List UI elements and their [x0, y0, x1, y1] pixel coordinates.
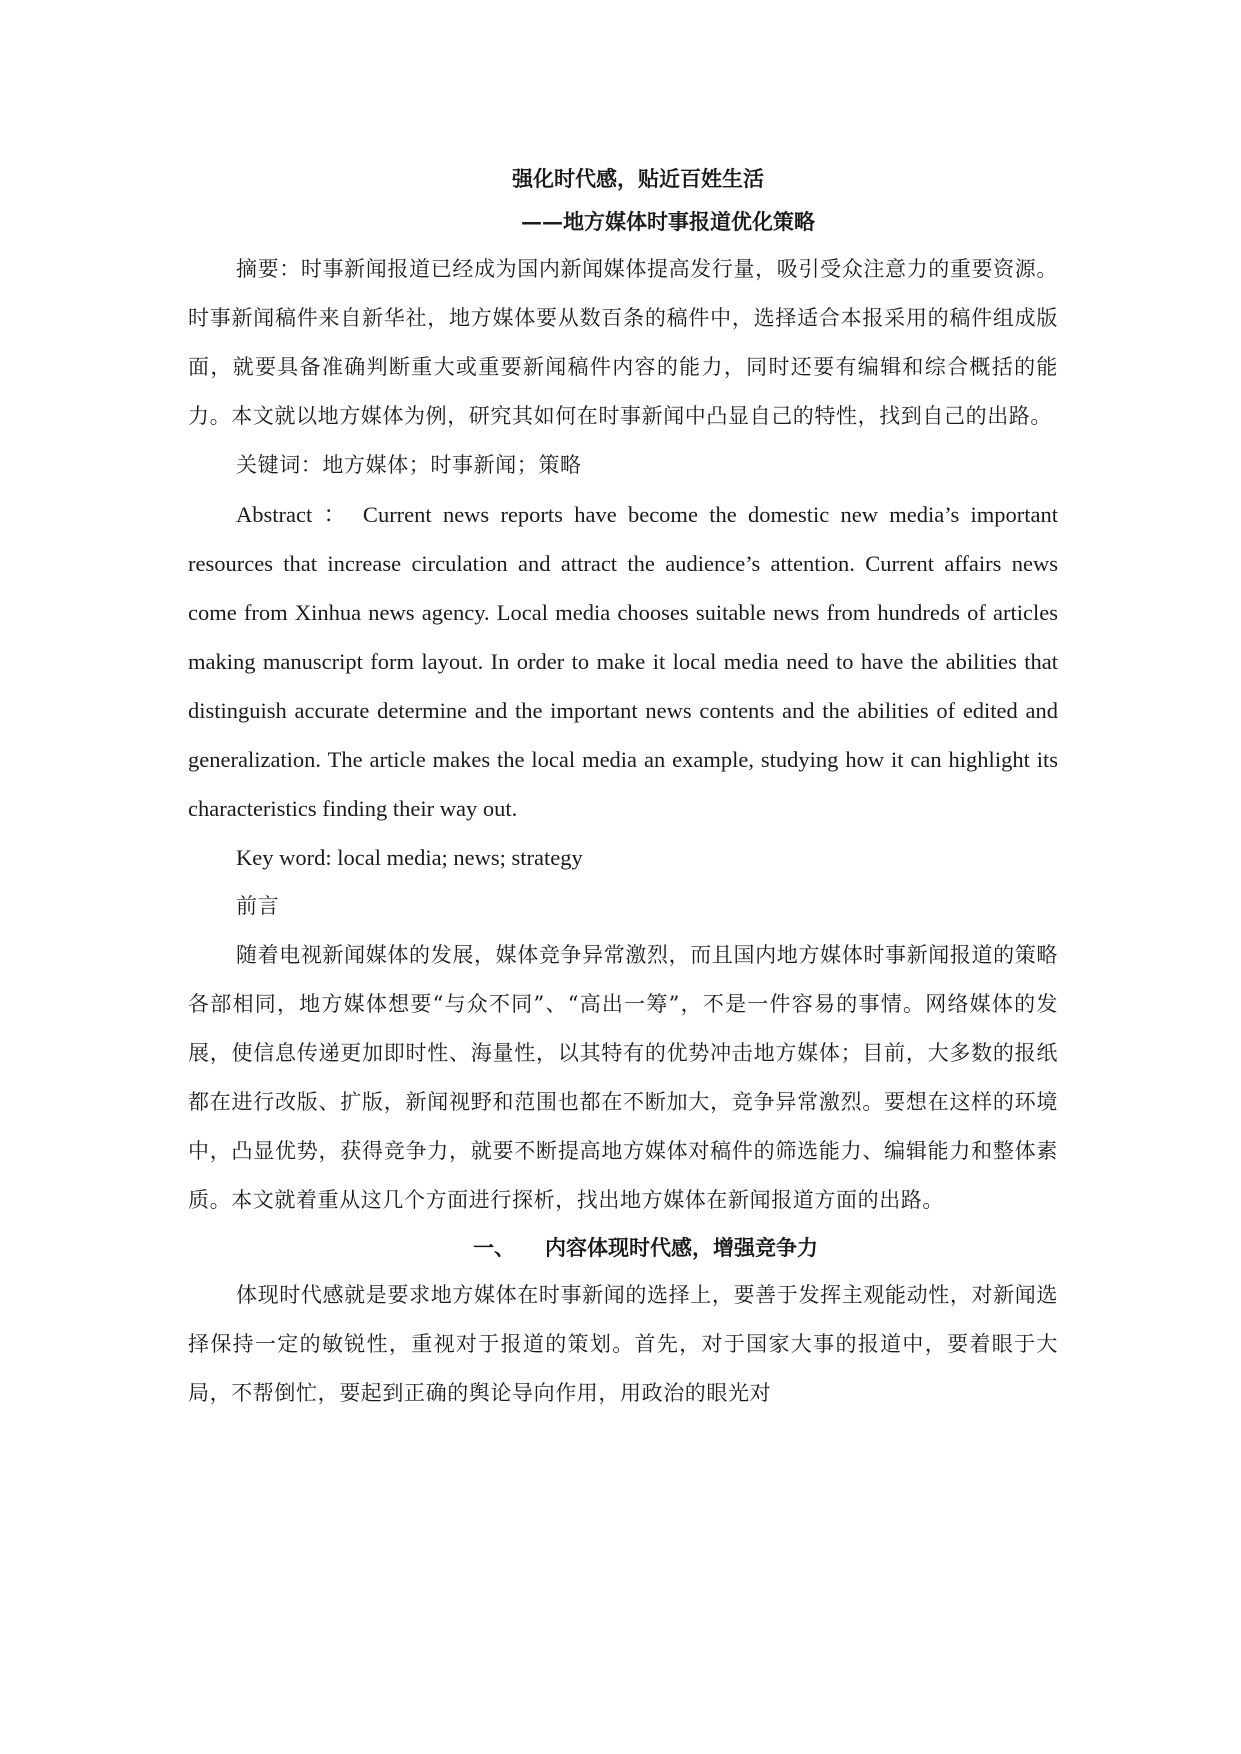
- keywords-cn: 关键词：地方媒体；时事新闻；策略: [236, 453, 582, 477]
- document-subtitle: ——地方媒体时事报道优化策略: [521, 209, 815, 234]
- preface-body: 随着电视新闻媒体的发展，媒体竞争异常激烈，而且国内地方媒体时事新闻报道的策略各部相同，地方媒体想要“与众不同”、“高出一筹”，不是一件容易的事情。网络媒体的发展，使信息传递更加即时性、海量性，以其特有的优势冲击地方媒体；目前，大多数的报纸都在进行改版、扩版，新闻视野和范围也都在不断加大，竞争异常激烈。要想在这样的环境中，凸显优势，获得竞争力，就要不断提高地方媒体对稿件的筛选能力、编辑能力和整体素质。本文就着重从这几个方面进行探析，找出地方媒体在新闻报道方面的出路。: [188, 943, 1058, 1212]
- section-1-heading: [188, 1225, 1058, 1271]
- section-1-number: 一、: [473, 1235, 515, 1260]
- abstract-en: Abstract ： Current news reports have become the domestic new media’s important resources that increase circulation and attract the audience’s attention. Current affairs news come from Xinhua news agency. Local media chooses suitable news from hundreds of articles making manuscript form layout. In order to make it local media need to have the abilities that distinguish accurate determine and the important news contents and the abilities of edited and generalization. The article makes the local media an example, studying how it can highlight its characteristics finding their way out.: [188, 502, 1058, 821]
- keywords-en: Key word: local media; news; strategy: [236, 845, 583, 870]
- section-1-body: 体现时代感就是要求地方媒体在时事新闻的选择上，要善于发挥主观能动性，对新闻选择保持一定的敏锐性，重视对于报道的策划。首先，对于国家大事的报道中，要着眼于大局，不帮倒忙，要起到正确的舆论导向作用，用政治的眼光对: [188, 1283, 1058, 1405]
- document-page: [188, 155, 1058, 1418]
- document-title: 强化时代感，贴近百姓生活: [512, 166, 764, 191]
- section-1-title: 内容体现时代感，增强竞争力: [545, 1235, 818, 1260]
- abstract-cn: 摘要：时事新闻报道已经成为国内新闻媒体提高发行量，吸引受众注意力的重要资源。时事新闻稿件来自新华社，地方媒体要从数百条的稿件中，选择适合本报采用的稿件组成版面，就要具备准确判断重大或重要新闻稿件内容的能力，同时还要有编辑和综合概括的能力。本文就以地方媒体为例，研究其如何在时事新闻中凸显自己的特性，找到自己的出路。: [188, 257, 1058, 428]
- preface-heading: 前言: [236, 894, 280, 918]
